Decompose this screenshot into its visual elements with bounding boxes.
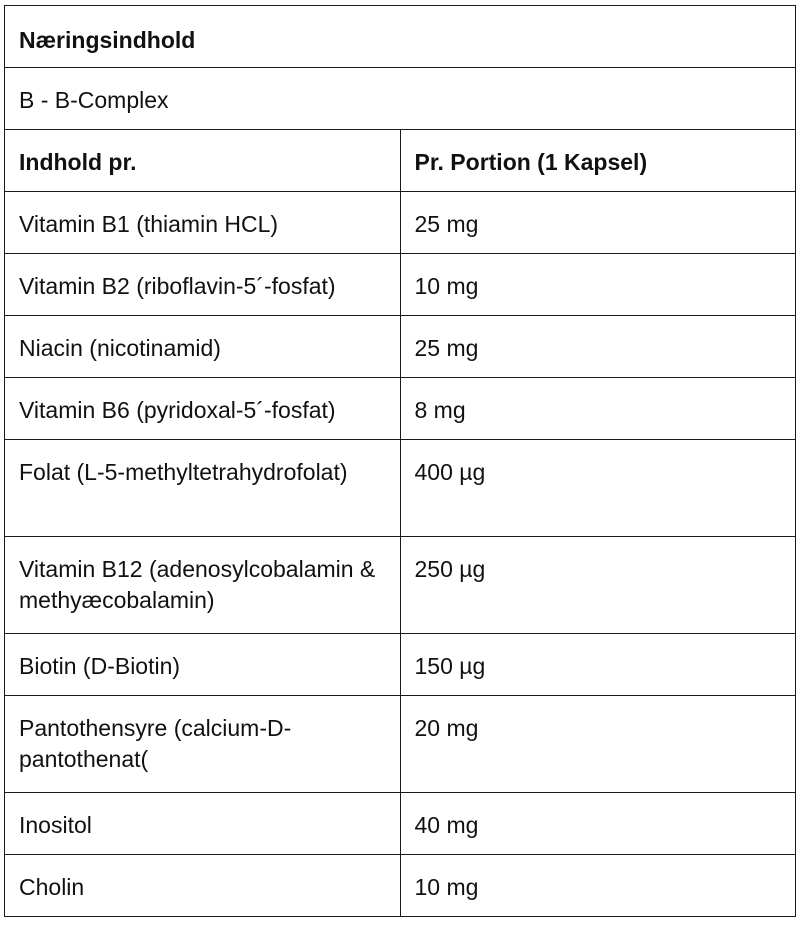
table-header-row xyxy=(5,130,796,192)
table-row xyxy=(5,634,796,696)
header-ingredient: Indhold pr. xyxy=(5,130,401,192)
ingredient-name: Vitamin B1 (thiamin HCL) xyxy=(5,192,401,254)
table-row xyxy=(5,378,796,440)
table-row xyxy=(5,192,796,254)
ingredient-amount: 10 mg xyxy=(400,254,796,316)
table-row xyxy=(5,696,796,793)
ingredient-amount: 25 mg xyxy=(400,316,796,378)
table-row xyxy=(5,440,796,537)
table-row xyxy=(5,254,796,316)
table-title-row xyxy=(5,6,796,68)
ingredient-amount: 150 µg xyxy=(400,634,796,696)
table-row xyxy=(5,316,796,378)
ingredient-name: Vitamin B12 (adenosylcobalamin & methyæcobalamin) xyxy=(5,537,401,634)
ingredient-name: Inositol xyxy=(5,793,401,855)
ingredient-name: Vitamin B2 (riboflavin-5´-fosfat) xyxy=(5,254,401,316)
table-row xyxy=(5,537,796,634)
ingredient-amount: 8 mg xyxy=(400,378,796,440)
ingredient-amount: 40 mg xyxy=(400,793,796,855)
nutrition-table xyxy=(4,5,796,917)
ingredient-name: Vitamin B6 (pyridoxal-5´-fosfat) xyxy=(5,378,401,440)
ingredient-name: Biotin (D-Biotin) xyxy=(5,634,401,696)
product-name: B - B-Complex xyxy=(5,68,796,130)
table-title: Næringsindhold xyxy=(5,6,796,68)
table-row xyxy=(5,855,796,917)
table-subtitle-row xyxy=(5,68,796,130)
ingredient-name: Cholin xyxy=(5,855,401,917)
ingredient-amount: 25 mg xyxy=(400,192,796,254)
ingredient-amount: 250 µg xyxy=(400,537,796,634)
ingredient-amount: 400 µg xyxy=(400,440,796,537)
table-row xyxy=(5,793,796,855)
ingredient-name: Niacin (nicotinamid) xyxy=(5,316,401,378)
ingredient-name: Pantothensyre (calcium-D-pantothenat( xyxy=(5,696,401,793)
ingredient-amount: 10 mg xyxy=(400,855,796,917)
ingredient-name: Folat (L-5-methyltetrahydrofolat) xyxy=(5,440,401,537)
header-portion: Pr. Portion (1 Kapsel) xyxy=(400,130,796,192)
ingredient-amount: 20 mg xyxy=(400,696,796,793)
